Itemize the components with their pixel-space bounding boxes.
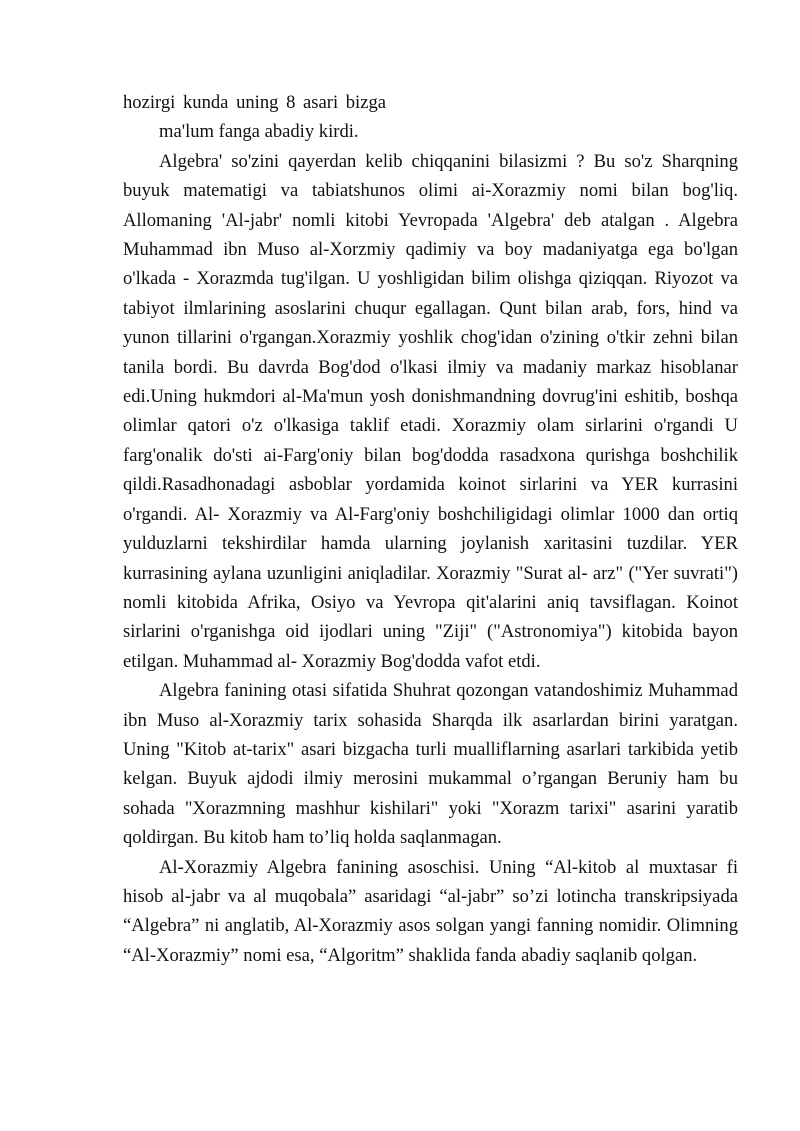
text-line: ma'lum fanga abadiy kirdi. (159, 121, 359, 143)
document-body (123, 88, 738, 970)
text-line: hozirgi kunda uning 8 asari bizga (123, 92, 387, 113)
paragraph-algebra-origin: Algebra' so'zini qayerdan kelib chiqqanini bilasizmi ? Bu so'z Sharqning buyuk matematigi va tabiatshunos olimi ai-Xorazmiy nomi bilan bog'liq. Allomaning 'Al-jabr' nomli kitobi Yevropada 'Algebra' deb atalgan . Algebra Muhammad ibn Muso al-Xorzmiy qadimiy va boy madaniyatga ega bo'lgan o'lkada - Xorazmda tug'ilgan. U yoshligidan bilim olishga qiziqqan. Riyozot va tabiyot ilmlarining asoslarini chuqur egallagan. Qunt bilan arab, fors, hind va yunon tillarini o'rgangan.Xorazmiy yoshlik chog'idan o'zining o'tkir zehni bilan tanila bordi. Bu davrda Bog'dod o'lkasi ilmiy va madaniy markaz hisoblanar edi.Uning hukmdori al-Ma'mun yosh donishmandning dovrug'ini eshitib, boshqa olimlar qatori o'z o'lkasiga taklif etadi. Xorazmiy olam sirlarini o'rgandi U farg'onalik do'sti ai-Farg'oniy bilan bog'dodda rasadxona qurishga boshchilik qildi.Rasadhonadagi asboblar yordamida koinot sirlarini va YER kurrasini o'rgandi. Al- Xorazmiy va Al-Farg'oniy boshchiligidagi olimlar 1000 dan ortiq yulduzlarni tekshirdilar hamda ularning joylanish xaritasini tuzdilar. YER kurrasining aylana uzunligini aniqladilar. Xorazmiy "Surat al- arz" ("Yer suvrati") nomli kitobida Afrika, Osiyo va Yevropa qit'alarini aniq tavsiflagan. Koinot sirlarini o'rganishga oid ijodlari uning "Ziji" ("Astronomiya") kitobida bayon etilgan. Muhammad al- Xorazmiy Bog'dodda vafot etdi. (123, 150, 738, 672)
paragraph-algebra-founder: Al-Xorazmiy Algebra fanining asoschisi. Uning “Al-kitob al muxtasar fi hisob al-jabr va al muqobala” asaridagi “al-jabr” so’zi lotincha transkripsiyada “Algebra” ni anglatib, Al-Xorazmiy asos solgan yangi fanning nomidir. Olimning “Al-Xorazmiy” nomi esa, “Algoritm” shaklida fanda abadiy saqlanib qolgan. (123, 856, 738, 966)
paragraph-history-works: Algebra fanining otasi sifatida Shuhrat qozongan vatandoshimiz Muhammad ibn Muso al-Xorazmiy tarix sohasida Sharqda ilk asarlardan birini yaratgan. Uning "Kitob at-tarix" asari bizgacha turli mualliflarning asarlari tarkibida yetib kelgan. Buyuk ajdodi ilmiy merosini mukammal o’rgangan Beruniy ham bu sohada "Xorazmning mashhur kishilari" yoki "Xorazm tarixi" asarini yaratib qoldirgan. Bu kitob ham to’liq holda saqlanmagan. (123, 680, 738, 849)
